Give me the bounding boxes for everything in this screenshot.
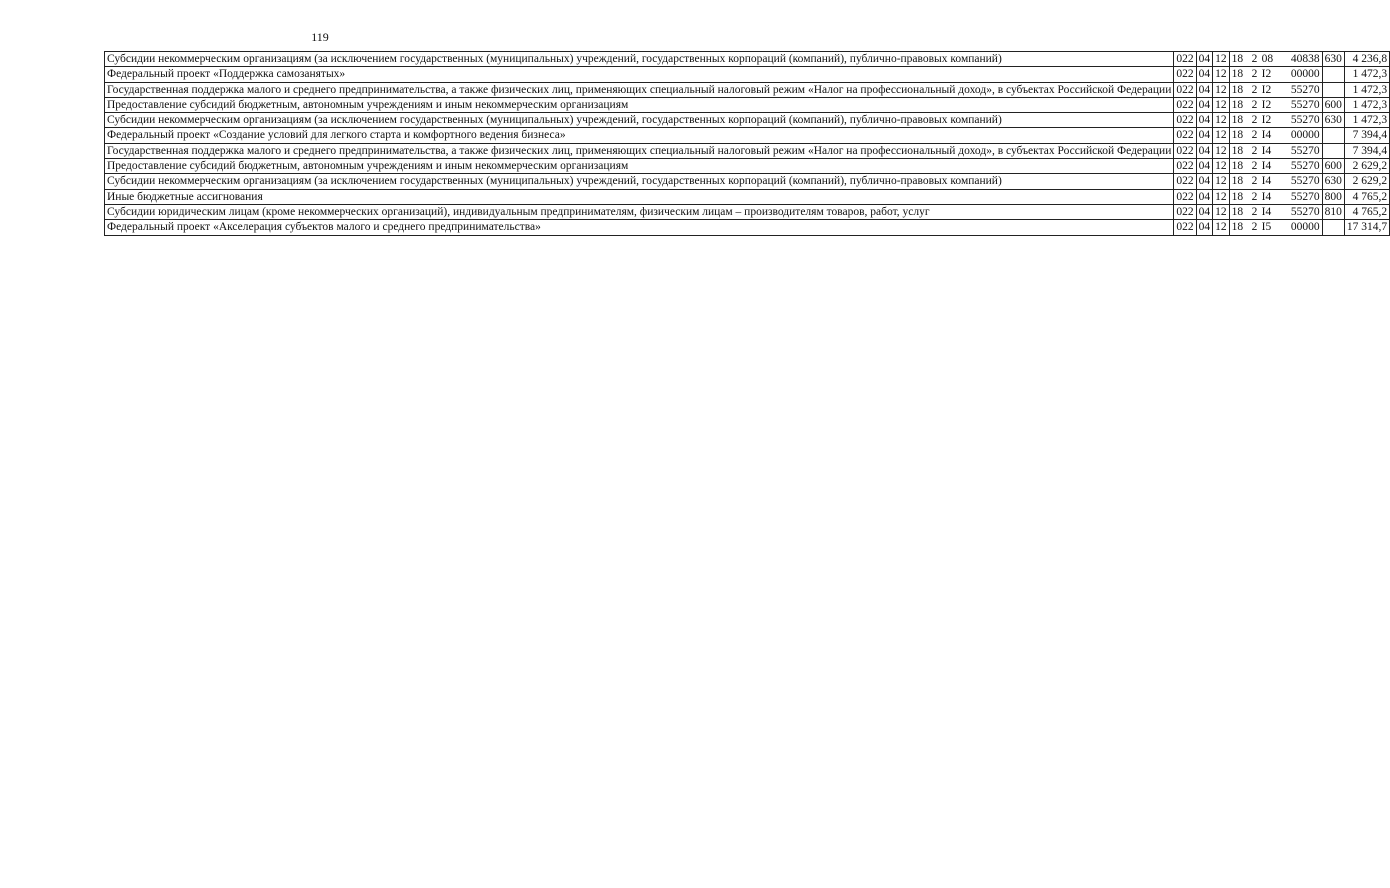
csr-subprogram: 2 bbox=[1251, 144, 1258, 157]
csr-program: 18 bbox=[1231, 160, 1244, 173]
expense-type-cell bbox=[1322, 82, 1344, 97]
expense-name-cell: Субсидии некоммерческим организациям (за исключением государственных (муниципальных) учреждений, государственных корпораций (компаний), публично-правовых компаний) bbox=[105, 52, 1174, 67]
expense-type-cell bbox=[1322, 67, 1344, 82]
expense-type-cell: 810 bbox=[1322, 204, 1344, 219]
amount-cell: 7 394,4 bbox=[1344, 143, 1389, 158]
csr-subprogram: 2 bbox=[1251, 221, 1258, 234]
subsection-code-cell: 12 bbox=[1213, 159, 1230, 174]
csr-subprogram: 2 bbox=[1251, 129, 1258, 142]
csr-direction: 55270 bbox=[1290, 160, 1320, 173]
table-row bbox=[105, 189, 1390, 204]
expense-name-cell: Субсидии юридическим лицам (кроме некоммерческих организаций), индивидуальным предпринимателям, физическим лицам – производителям товаров, работ, услуг bbox=[105, 204, 1174, 219]
table-row bbox=[105, 204, 1390, 219]
table-row bbox=[105, 159, 1390, 174]
subsection-code-cell: 12 bbox=[1213, 97, 1230, 112]
page-number: 119 bbox=[311, 30, 329, 44]
csr-subprogram: 2 bbox=[1251, 98, 1258, 111]
target-article-cell bbox=[1229, 82, 1322, 97]
csr-project: I4 bbox=[1261, 129, 1272, 142]
expense-type-cell: 630 bbox=[1322, 113, 1344, 128]
csr-direction: 55270 bbox=[1290, 175, 1320, 188]
csr-direction: 55270 bbox=[1290, 190, 1320, 203]
target-article-cell bbox=[1229, 204, 1322, 219]
csr-program: 18 bbox=[1231, 175, 1244, 188]
amount-cell: 1 472,3 bbox=[1344, 97, 1389, 112]
expense-type-cell: 630 bbox=[1322, 52, 1344, 67]
table-row bbox=[105, 82, 1390, 97]
expense-name-cell: Предоставление субсидий бюджетным, автономным учреждениям и иным некоммерческим организациям bbox=[105, 159, 1174, 174]
target-article-cell bbox=[1229, 143, 1322, 158]
csr-subprogram: 2 bbox=[1251, 114, 1258, 127]
subsection-code-cell: 12 bbox=[1213, 143, 1230, 158]
csr-project: I2 bbox=[1261, 114, 1272, 127]
amount-cell: 17 314,7 bbox=[1344, 220, 1389, 235]
section-code-cell: 04 bbox=[1196, 128, 1213, 143]
subsection-code-cell: 12 bbox=[1213, 204, 1230, 219]
table-row bbox=[105, 128, 1390, 143]
ministry-code-cell: 022 bbox=[1174, 113, 1196, 128]
csr-program: 18 bbox=[1231, 129, 1244, 142]
amount-cell: 4 236,8 bbox=[1344, 52, 1389, 67]
csr-direction: 55270 bbox=[1290, 98, 1320, 111]
section-code-cell: 04 bbox=[1196, 143, 1213, 158]
amount-cell: 1 472,3 bbox=[1344, 67, 1389, 82]
subsection-code-cell: 12 bbox=[1213, 113, 1230, 128]
subsection-code-cell: 12 bbox=[1213, 189, 1230, 204]
expense-type-cell: 800 bbox=[1322, 189, 1344, 204]
csr-program: 18 bbox=[1231, 144, 1244, 157]
csr-direction: 00000 bbox=[1290, 221, 1320, 234]
table-row bbox=[105, 97, 1390, 112]
csr-project: I5 bbox=[1261, 221, 1272, 234]
csr-program: 18 bbox=[1231, 83, 1244, 96]
section-code-cell: 04 bbox=[1196, 97, 1213, 112]
target-article-cell bbox=[1229, 97, 1322, 112]
csr-project: I4 bbox=[1261, 160, 1272, 173]
csr-project: I4 bbox=[1261, 190, 1272, 203]
expense-name-cell: Федеральный проект «Акселерация субъектов малого и среднего предпринимательства» bbox=[105, 220, 1174, 235]
csr-direction: 55270 bbox=[1290, 114, 1320, 127]
expense-type-cell bbox=[1322, 220, 1344, 235]
amount-cell: 2 629,2 bbox=[1344, 159, 1389, 174]
ministry-code-cell: 022 bbox=[1174, 82, 1196, 97]
expense-name-cell: Иные бюджетные ассигнования bbox=[105, 189, 1174, 204]
table-row bbox=[105, 67, 1390, 82]
target-article-cell bbox=[1229, 67, 1322, 82]
expense-type-cell bbox=[1322, 128, 1344, 143]
csr-direction: 55270 bbox=[1290, 205, 1320, 218]
section-code-cell: 04 bbox=[1196, 204, 1213, 219]
expense-type-cell: 600 bbox=[1322, 97, 1344, 112]
csr-program: 18 bbox=[1231, 190, 1244, 203]
ministry-code-cell: 022 bbox=[1174, 97, 1196, 112]
expense-type-cell bbox=[1322, 143, 1344, 158]
target-article-cell bbox=[1229, 113, 1322, 128]
subsection-code-cell: 12 bbox=[1213, 174, 1230, 189]
section-code-cell: 04 bbox=[1196, 82, 1213, 97]
amount-cell: 4 765,2 bbox=[1344, 189, 1389, 204]
table-row bbox=[105, 220, 1390, 235]
ministry-code-cell: 022 bbox=[1174, 143, 1196, 158]
csr-program: 18 bbox=[1231, 68, 1244, 81]
csr-program: 18 bbox=[1231, 205, 1244, 218]
expense-name-cell: Федеральный проект «Поддержка самозанятых» bbox=[105, 67, 1174, 82]
csr-program: 18 bbox=[1231, 221, 1244, 234]
expense-name-cell: Субсидии некоммерческим организациям (за исключением государственных (муниципальных) учреждений, государственных корпораций (компаний), публично-правовых компаний) bbox=[105, 113, 1174, 128]
section-code-cell: 04 bbox=[1196, 174, 1213, 189]
csr-subprogram: 2 bbox=[1251, 68, 1258, 81]
expense-type-cell: 630 bbox=[1322, 174, 1344, 189]
ministry-code-cell: 022 bbox=[1174, 189, 1196, 204]
ministry-code-cell: 022 bbox=[1174, 204, 1196, 219]
ministry-code-cell: 022 bbox=[1174, 220, 1196, 235]
csr-project: I2 bbox=[1261, 83, 1272, 96]
ministry-code-cell: 022 bbox=[1174, 128, 1196, 143]
amount-cell: 1 472,3 bbox=[1344, 113, 1389, 128]
csr-subprogram: 2 bbox=[1251, 190, 1258, 203]
csr-subprogram: 2 bbox=[1251, 160, 1258, 173]
subsection-code-cell: 12 bbox=[1213, 128, 1230, 143]
ministry-code-cell: 022 bbox=[1174, 67, 1196, 82]
subsection-code-cell: 12 bbox=[1213, 220, 1230, 235]
ministry-code-cell: 022 bbox=[1174, 174, 1196, 189]
csr-project: I4 bbox=[1261, 144, 1272, 157]
section-code-cell: 04 bbox=[1196, 67, 1213, 82]
expense-name-cell: Государственная поддержка малого и среднего предпринимательства, а также физических лиц, применяющих специальный налоговый режим «Налог на профессиональный доход», в субъектах Российской Федерации bbox=[105, 143, 1174, 158]
csr-project: I2 bbox=[1261, 68, 1272, 81]
budget-table bbox=[104, 51, 1390, 236]
amount-cell: 2 629,2 bbox=[1344, 174, 1389, 189]
csr-program: 18 bbox=[1231, 53, 1244, 65]
expense-name-cell: Государственная поддержка малого и среднего предпринимательства, а также физических лиц, применяющих специальный налоговый режим «Налог на профессиональный доход», в субъектах Российской Федерации bbox=[105, 82, 1174, 97]
target-article-cell bbox=[1229, 52, 1322, 67]
table-row bbox=[105, 113, 1390, 128]
expense-name-cell: Субсидии некоммерческим организациям (за исключением государственных (муниципальных) учреждений, государственных корпораций (компаний), публично-правовых компаний) bbox=[105, 174, 1174, 189]
csr-direction: 55270 bbox=[1290, 83, 1320, 96]
amount-cell: 4 765,2 bbox=[1344, 204, 1389, 219]
table-row bbox=[105, 52, 1390, 67]
expense-name-cell: Федеральный проект «Создание условий для легкого старта и комфортного ведения бизнеса» bbox=[105, 128, 1174, 143]
csr-project: I4 bbox=[1261, 175, 1272, 188]
target-article-cell bbox=[1229, 159, 1322, 174]
section-code-cell: 04 bbox=[1196, 159, 1213, 174]
expense-type-cell: 600 bbox=[1322, 159, 1344, 174]
csr-direction: 00000 bbox=[1290, 129, 1320, 142]
csr-project: I2 bbox=[1261, 98, 1272, 111]
csr-program: 18 bbox=[1231, 98, 1244, 111]
csr-project: I4 bbox=[1261, 205, 1272, 218]
target-article-cell bbox=[1229, 128, 1322, 143]
csr-subprogram: 2 bbox=[1251, 53, 1258, 65]
target-article-cell bbox=[1229, 174, 1322, 189]
csr-direction: 40838 bbox=[1290, 53, 1320, 65]
csr-direction: 00000 bbox=[1290, 68, 1320, 81]
csr-direction: 55270 bbox=[1290, 144, 1320, 157]
target-article-cell bbox=[1229, 220, 1322, 235]
csr-subprogram: 2 bbox=[1251, 175, 1258, 188]
section-code-cell: 04 bbox=[1196, 189, 1213, 204]
section-code-cell: 04 bbox=[1196, 52, 1213, 67]
csr-subprogram: 2 bbox=[1251, 205, 1258, 218]
ministry-code-cell: 022 bbox=[1174, 159, 1196, 174]
csr-subprogram: 2 bbox=[1251, 83, 1258, 96]
subsection-code-cell: 12 bbox=[1213, 82, 1230, 97]
amount-cell: 7 394,4 bbox=[1344, 128, 1389, 143]
subsection-code-cell: 12 bbox=[1213, 52, 1230, 67]
expense-name-cell: Предоставление субсидий бюджетным, автономным учреждениям и иным некоммерческим организациям bbox=[105, 97, 1174, 112]
table-row bbox=[105, 174, 1390, 189]
amount-cell: 1 472,3 bbox=[1344, 82, 1389, 97]
ministry-code-cell: 022 bbox=[1174, 52, 1196, 67]
table-row bbox=[105, 143, 1390, 158]
section-code-cell: 04 bbox=[1196, 113, 1213, 128]
section-code-cell: 04 bbox=[1196, 220, 1213, 235]
csr-project: 08 bbox=[1261, 53, 1274, 65]
target-article-cell bbox=[1229, 189, 1322, 204]
csr-program: 18 bbox=[1231, 114, 1244, 127]
subsection-code-cell: 12 bbox=[1213, 67, 1230, 82]
